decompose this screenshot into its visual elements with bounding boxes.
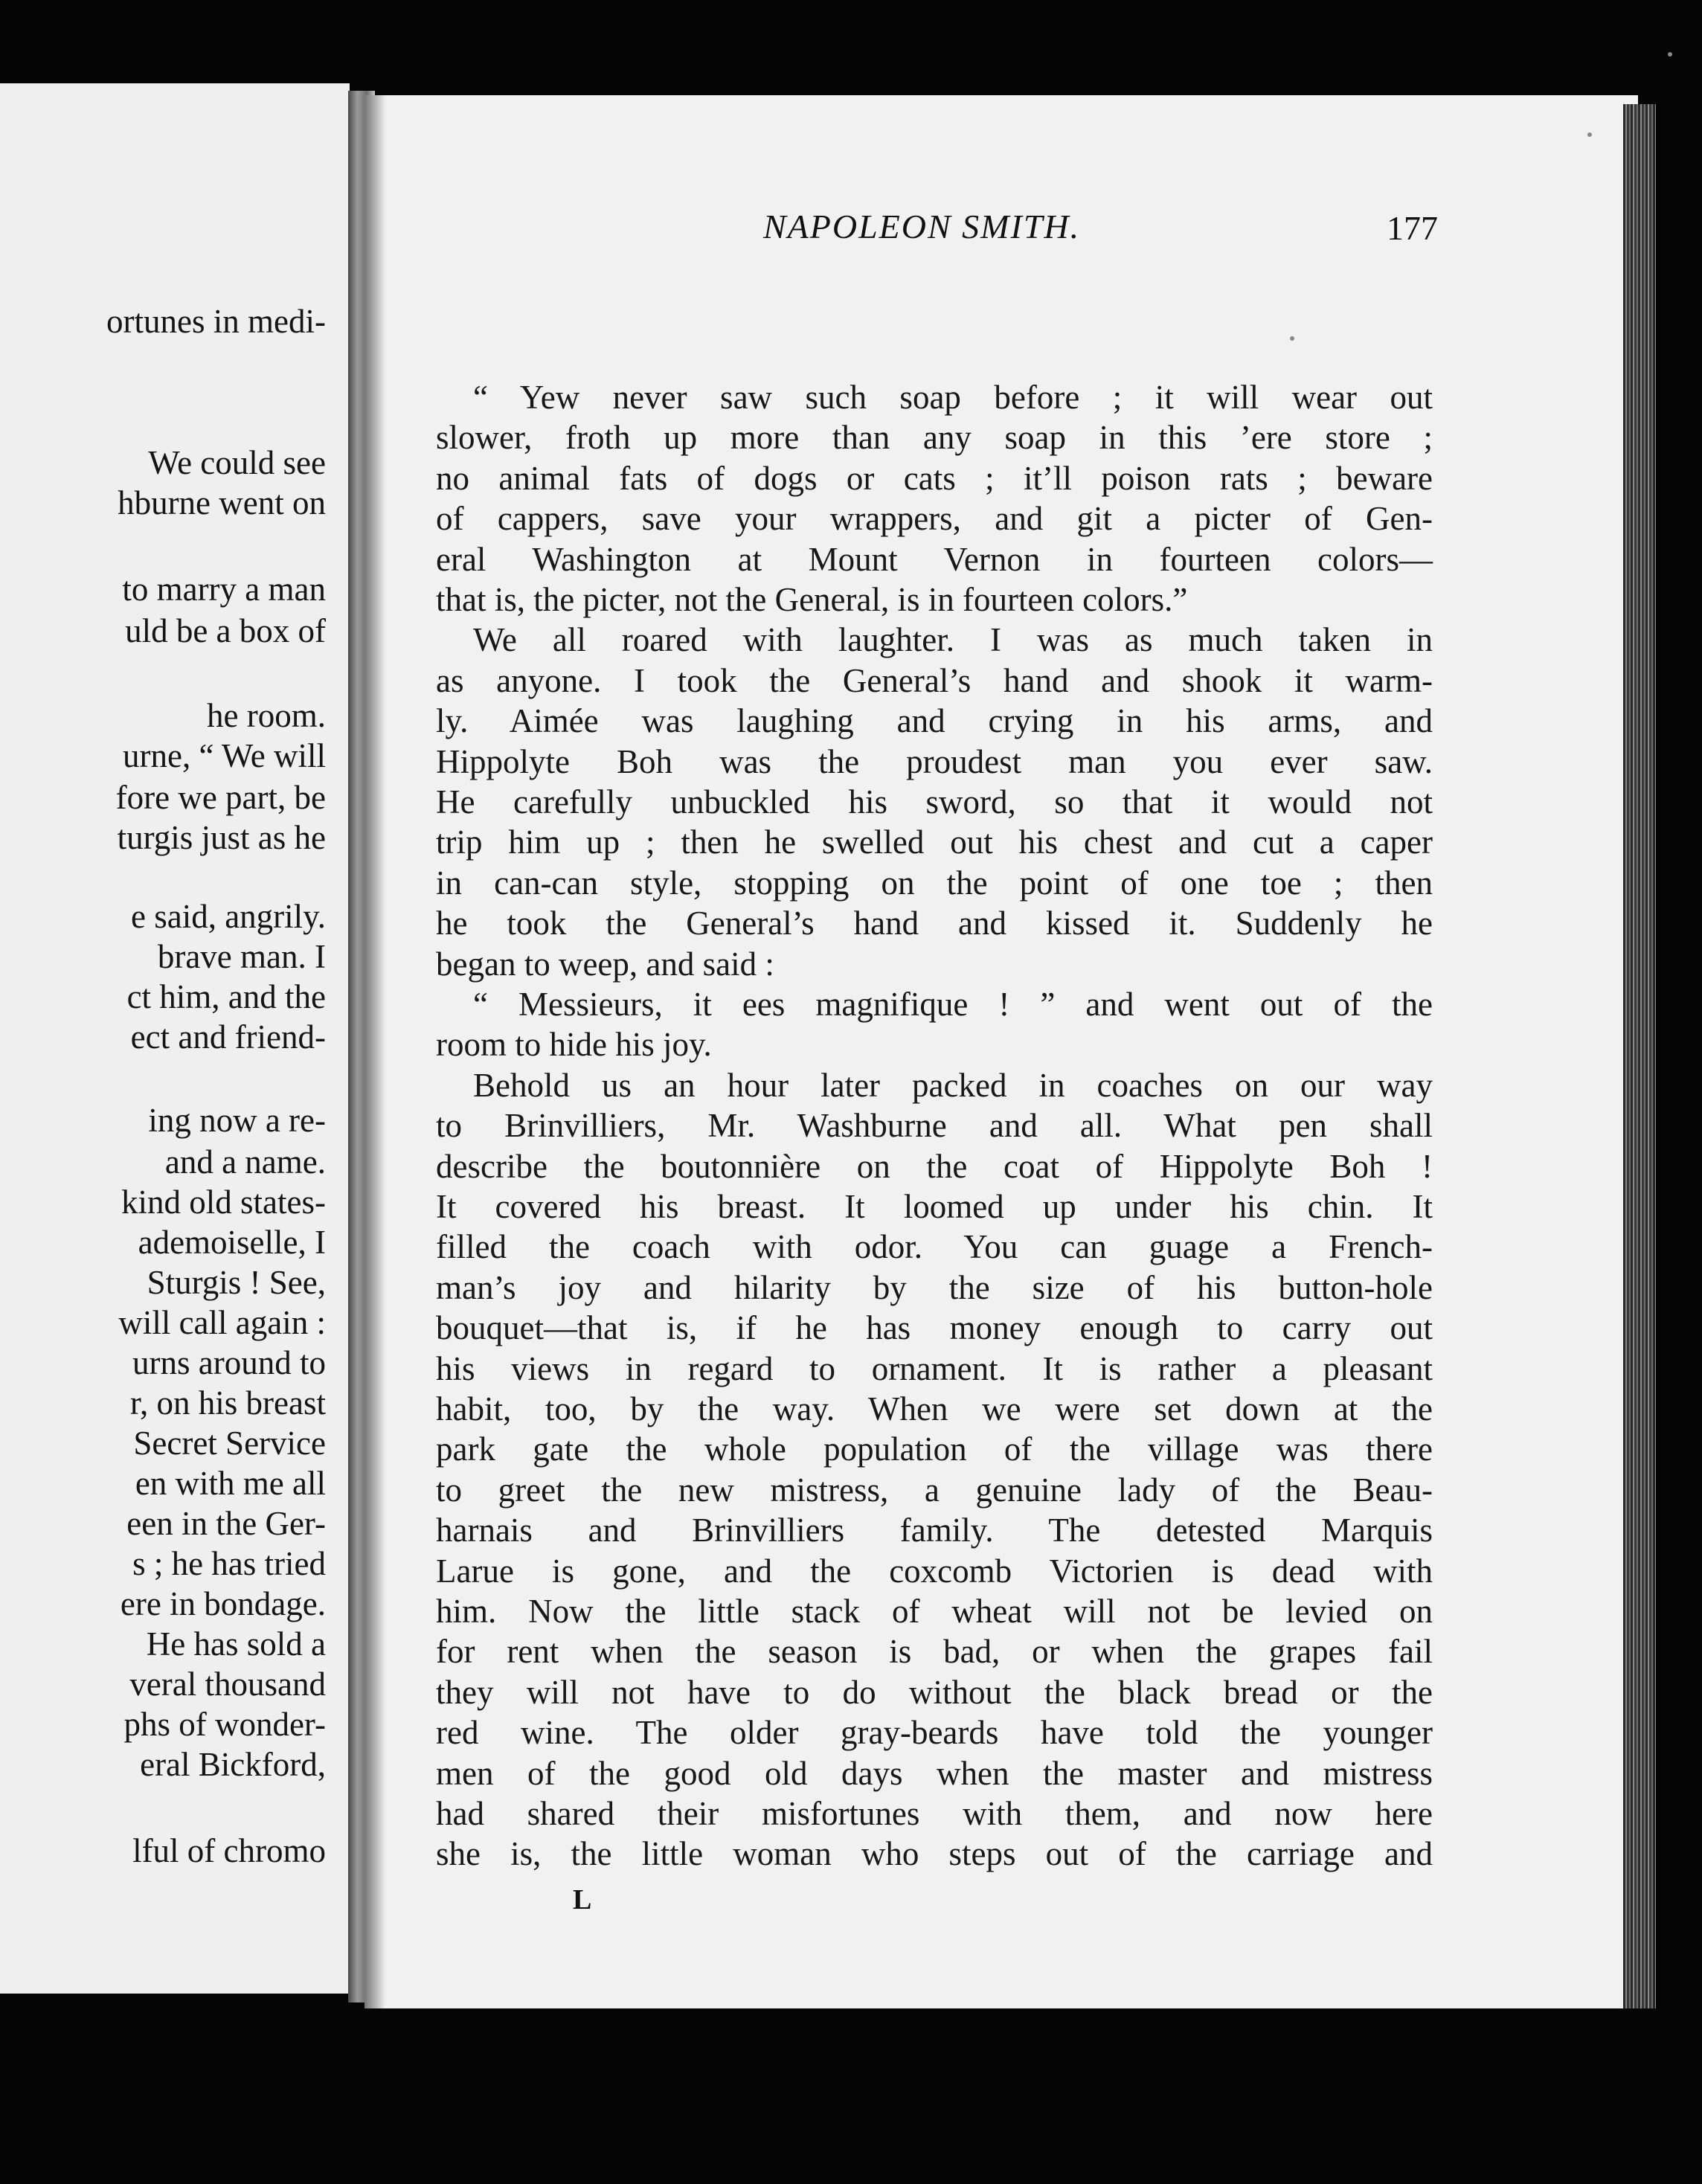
text-line: Larue is gone, and the coxcomb Victorien is dead with [436, 1552, 1433, 1590]
left-page-line: phs of wonder- [123, 1706, 326, 1743]
left-page-line: hburne went on [118, 484, 326, 521]
left-page-line: ere in bondage. [120, 1585, 326, 1622]
left-page-line: ortunes in medi- [106, 303, 326, 340]
text-line: describe the boutonnière on the coat of Hippolyte Boh ! [436, 1148, 1433, 1185]
text-line: had shared their misfortunes with them, and now here [436, 1795, 1433, 1832]
text-line: they will not have to do without the black bread or the [436, 1674, 1433, 1711]
text-line: man’s joy and hilarity by the size of his button-hole [436, 1269, 1433, 1306]
text-line: room to hide his joy. [436, 1026, 712, 1063]
text-line: him. Now the little stack of wheat will not be levied on [436, 1593, 1433, 1630]
page-number: 177 [1387, 209, 1438, 247]
text-line: It covered his breast. It loomed up under his chin. It [436, 1188, 1433, 1225]
text-line: Hippolyte Boh was the proudest man you ever saw. [436, 743, 1433, 780]
text-line: in can-can style, stopping on the point of one toe ; then [436, 864, 1433, 902]
left-page-line: to marry a man [122, 571, 326, 608]
text-line: he took the General’s hand and kissed it. Suddenly he [436, 905, 1433, 942]
left-page-line: We could see [148, 444, 326, 481]
text-line: as anyone. I took the General’s hand and shook it warm- [436, 662, 1433, 699]
left-page-line: and a name. [164, 1143, 326, 1181]
left-page-line: uld be a box of [125, 612, 326, 649]
left-page-line: will call again : [118, 1304, 326, 1341]
left-page-line: ect and friend- [130, 1018, 326, 1056]
left-page-line: urns around to [132, 1344, 326, 1381]
text-line: eral Washington at Mount Vernon in fourteen colors— [436, 541, 1433, 578]
left-page-line: urne, “ We will [123, 737, 326, 774]
text-line: red wine. The older gray-beards have told the younger [436, 1714, 1433, 1751]
left-page-line: Secret Service [133, 1425, 326, 1462]
text-line: We all roared with laughter. I was as much taken in [473, 621, 1433, 658]
left-page-line: He has sold a [146, 1625, 326, 1663]
left-page-line: turgis just as he [117, 819, 326, 856]
left-page-line: eral Bickford, [140, 1746, 326, 1783]
text-line: habit, too, by the way. When we were set down at the [436, 1390, 1433, 1427]
left-page-line: ct him, and the [126, 978, 326, 1015]
text-line: He carefully unbuckled his sword, so that it would not [436, 783, 1433, 820]
text-line: “ Messieurs, it ees magnifique ! ” and went out of the [473, 986, 1433, 1023]
text-line: harnais and Brinvilliers family. The detested Marquis [436, 1512, 1433, 1549]
dust-speck [1668, 52, 1672, 57]
left-page-line: en with me all [135, 1465, 326, 1502]
text-line: “ Yew never saw such soap before ; it will wear out [473, 379, 1433, 416]
left-page-line: ing now a re- [148, 1102, 326, 1139]
text-line: men of the good old days when the master and mistress [436, 1755, 1433, 1792]
left-page-line: brave man. I [157, 938, 326, 975]
left-page-line: e said, angrily. [130, 898, 326, 935]
text-line: to Brinvilliers, Mr. Washburne and all. What pen shall [436, 1107, 1433, 1144]
text-line: of cappers, save your wrappers, and git a picter of Gen- [436, 500, 1433, 537]
left-page-line: ademoiselle, I [138, 1224, 326, 1261]
left-page-line: kind old states- [121, 1183, 326, 1221]
page-shadow [365, 95, 385, 2008]
text-line: to greet the new mistress, a genuine lady of the Beau- [436, 1471, 1433, 1509]
text-line: slower, froth up more than any soap in this ’ere store ; [436, 419, 1433, 456]
left-page [0, 83, 350, 1994]
left-page-line: een in the Ger- [126, 1505, 326, 1542]
left-page-line: veral thousand [129, 1666, 326, 1703]
text-line: his views in regard to ornament. It is rather a pleasant [436, 1350, 1433, 1387]
page-header [365, 207, 1638, 251]
left-page-line: lful of chromo [132, 1832, 326, 1869]
text-line: she is, the little woman who steps out of the carriage and [436, 1835, 1433, 1872]
page-edges [1623, 104, 1656, 2008]
text-line: bouquet—that is, if he has money enough to carry out [436, 1309, 1433, 1346]
text-line: ly. Aimée was laughing and crying in his arms, and [436, 702, 1433, 739]
dust-speck [1587, 132, 1592, 137]
left-page-line: s ; he has tried [132, 1545, 326, 1582]
text-line: for rent when the season is bad, or when the grapes fail [436, 1633, 1433, 1670]
left-page-line: Sturgis ! See, [147, 1264, 326, 1301]
left-page-line: r, on his breast [129, 1384, 326, 1422]
left-page-line: he room. [207, 697, 326, 734]
signature-mark: L [573, 1884, 592, 1915]
text-line: that is, the picter, not the General, is in fourteen colors.” [436, 581, 1188, 618]
dust-speck [1290, 336, 1294, 341]
text-line: filled the coach with odor. You can guage a French- [436, 1228, 1433, 1265]
left-page-line: fore we part, be [115, 779, 326, 816]
text-line: no animal fats of dogs or cats ; it’ll poison rats ; beware [436, 460, 1433, 497]
running-title: NAPOLEON SMITH. [763, 208, 1081, 245]
text-line: trip him up ; then he swelled out his chest and cut a caper [436, 823, 1433, 861]
text-line: park gate the whole population of the village was there [436, 1430, 1433, 1468]
text-line: began to weep, and said : [436, 945, 774, 983]
text-line: Behold us an hour later packed in coaches on our way [473, 1067, 1433, 1104]
